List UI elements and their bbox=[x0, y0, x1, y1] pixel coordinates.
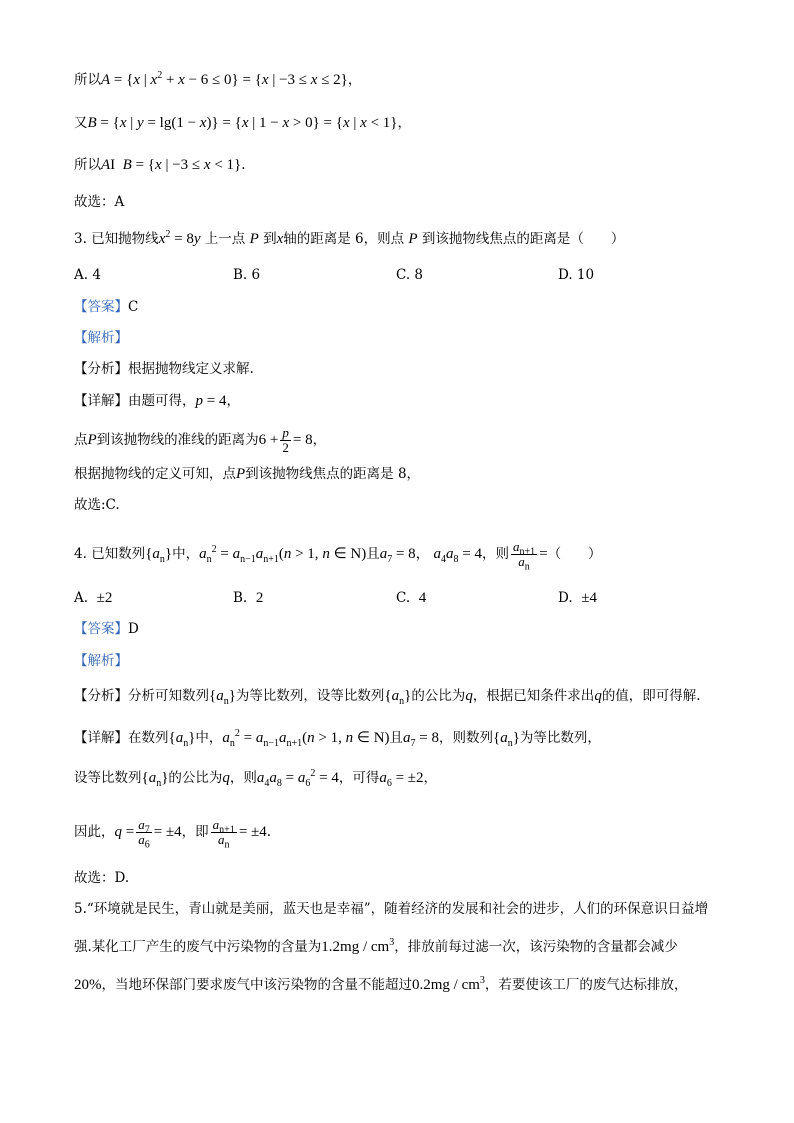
option-d[interactable]: D. 10 bbox=[558, 267, 595, 283]
q3-detail-3: 根据抛物线的定义可知，点P到该抛物线焦点的距离是 8， bbox=[74, 466, 421, 482]
q4-detail-3: 因此，q = $\frac{a_7}{a_6}$ = ±4，即 $\frac{a_{n+1}}{a_n}$ = ±4. bbox=[74, 817, 272, 851]
q3-stem: 3. 已知抛物线$x^2 = 8y$ 上一点 P 到x轴的距离是 6，则点 P 到该抛物线焦点的距离是（ ） bbox=[74, 229, 625, 247]
q2-line-3: 所以AI B = {x | −3 ≤ x < 1}. bbox=[74, 157, 246, 173]
formula: B = {x | y = lg(1 − x)} = {x | 1 − x > 0} = {x | x < 1} bbox=[87, 115, 398, 131]
q5-stem-1: 5.“环境就是民生，青山就是美丽，蓝天也是幸福”，随着经济的发展和社会的进步，人们的环保意识日益增 bbox=[74, 901, 709, 917]
q4-choice: 故选：D. bbox=[74, 870, 130, 886]
q4-stem: 4. 已知数列$\{a_n\}$中，$a_n^2 = a_{n-1}a_{n+1}(n > 1$, n ∈ N)且$a_7 = 8$， $a_4a_8 = 4$，则 $\frac{a_{n+1}}{a_n}$ =（ ） bbox=[74, 539, 602, 573]
q3-detail-1: 【详解】由题可得，p = 4， bbox=[74, 393, 240, 409]
q3-choice: 故选:C. bbox=[74, 497, 120, 513]
q3-analysis-heading: 【解析】 bbox=[74, 330, 128, 346]
q4-analysis-heading: 【解析】 bbox=[74, 653, 128, 669]
q3-answer: 【答案】C bbox=[74, 299, 139, 315]
q2-line-1: 所以A = {x | $x^2 + x - 6 \le 0\} = \{x$ | −3 ≤ x ≤ 2}， bbox=[74, 70, 362, 88]
option-b[interactable]: B. 2 bbox=[233, 590, 264, 606]
q2-choice: 故选：A bbox=[74, 194, 125, 210]
q4-fenxi: 【分析】分析可知数列$\{a_n\}$为等比数列，设等比数列$\{a_n\}$的公比为q，根据已知条件求出q的值，即可得解. bbox=[74, 688, 701, 707]
option-d[interactable]: D. ±4 bbox=[558, 590, 597, 606]
q4-detail-2: 设等比数列$\{a_n\}$的公比为q，则$a_4a_8 = a_6^2 = 4$，可得$a_6 = \pm 2$， bbox=[74, 768, 438, 789]
option-a[interactable]: A. 4 bbox=[74, 267, 101, 283]
q5-stem-2: 强.某化工厂产生的废气中污染物的含量为$1.2mg / cm^3$，排放前每过滤一次，该污染物的含量都会减少 bbox=[74, 937, 678, 955]
option-a[interactable]: A. ±2 bbox=[74, 590, 113, 606]
option-c[interactable]: C. 4 bbox=[396, 590, 427, 606]
option-b[interactable]: B. 6 bbox=[233, 267, 261, 283]
q4-detail-1: 【详解】在数列$\{a_n\}$中，$a_n^2 = a_{n-1}a_{n+1}(n > 1$, n ∈ N)且$a_7 = 8$，则数列$\{a_n\}$为等比数列， bbox=[74, 728, 601, 749]
q4-answer: 【答案】D bbox=[74, 621, 139, 637]
q3-fenxi: 【分析】根据抛物线定义求解. bbox=[74, 361, 254, 377]
option-c[interactable]: C. 8 bbox=[396, 267, 424, 283]
formula: A = {x | $x^2 + x - 6 \le 0\} = \{x$ | −3 ≤ x ≤ 2} bbox=[101, 70, 348, 88]
q2-line-2: 又B = {x | y = lg(1 − x)} = {x | 1 − x > 0} = {x | x < 1}， bbox=[74, 115, 411, 131]
formula: AI B = {x | −3 ≤ x < 1} bbox=[101, 157, 242, 173]
q3-detail-2: 点P到该抛物线的准线的距离为6 + $\frac{p}{2}$ = 8， bbox=[74, 425, 327, 455]
q5-stem-3: 20%，当地环保部门要求废气中该污染物的含量不能超过$0.2mg / cm^3$，若要使该工厂的废气达标排放， bbox=[74, 975, 688, 993]
